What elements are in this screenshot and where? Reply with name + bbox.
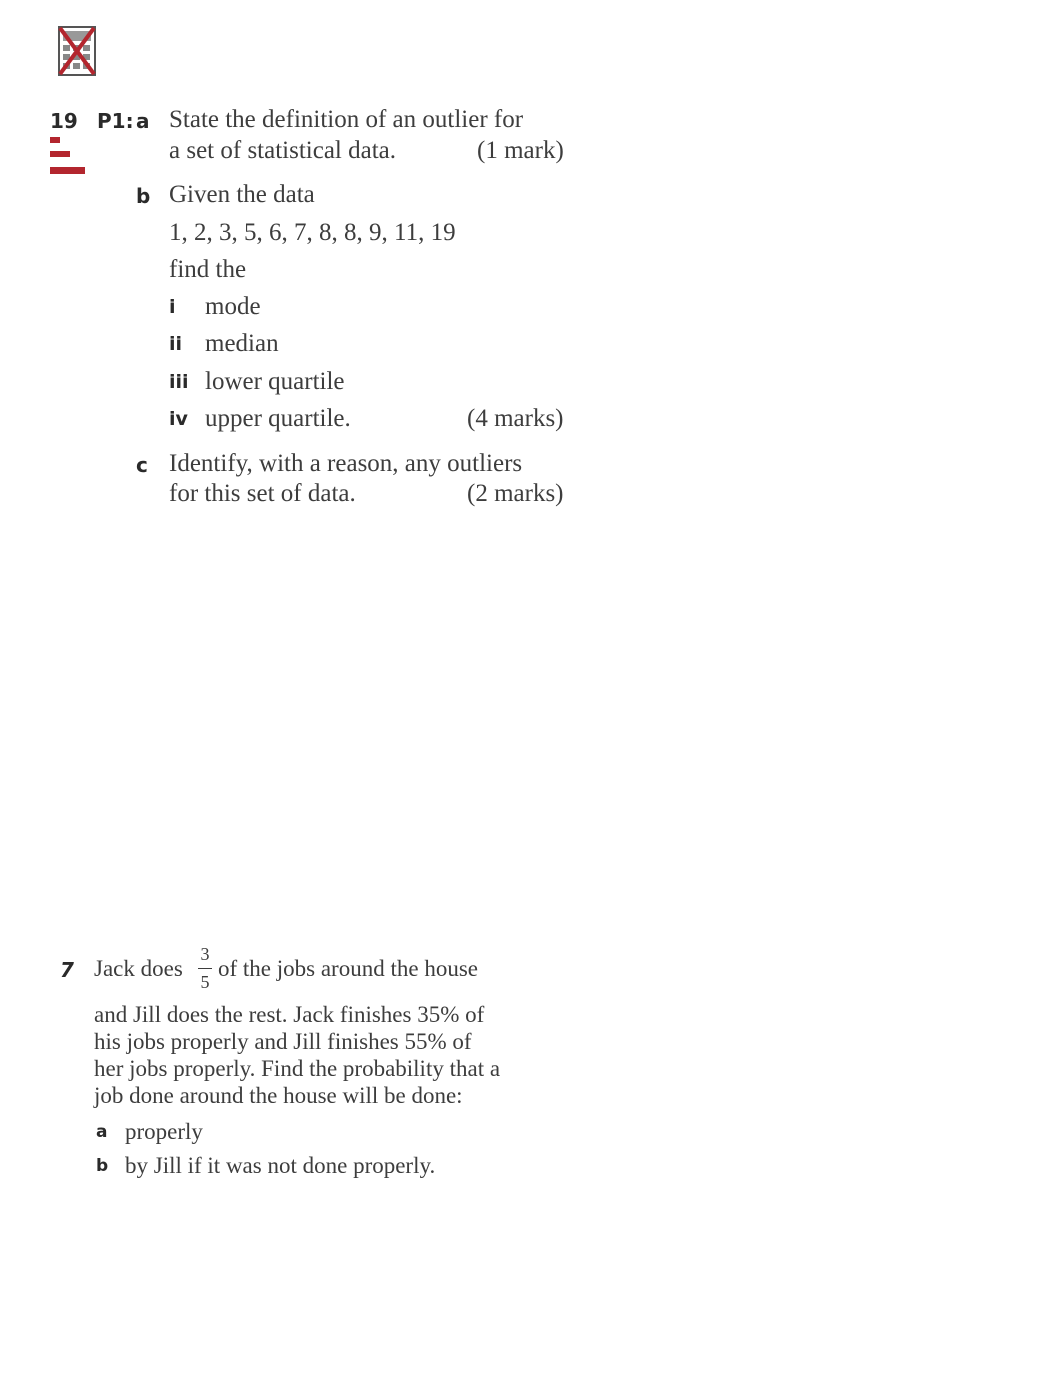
part-c-line1: Identify, with a reason, any outliers bbox=[169, 450, 523, 477]
no-calculator-icon bbox=[58, 26, 96, 76]
item-iv-text: upper quartile. bbox=[205, 405, 351, 432]
question7-number: 7 bbox=[60, 958, 74, 982]
question7-part-b-label: b bbox=[96, 1156, 109, 1176]
part-c-label: c bbox=[136, 453, 148, 477]
question7-intro-before: Jack does bbox=[94, 956, 183, 981]
part-b-line3: find the bbox=[169, 256, 247, 283]
part-c-marks: (2 marks) bbox=[467, 480, 564, 507]
part-a-line1: State the definition of an outlier for bbox=[169, 106, 524, 133]
item-ii-text: median bbox=[205, 330, 279, 357]
question7-part-a-text: properly bbox=[125, 1119, 203, 1144]
part-a-marks: (1 mark) bbox=[477, 137, 564, 164]
part-b-line1: Given the data bbox=[169, 181, 315, 208]
item-i-text: mode bbox=[205, 293, 261, 320]
item-ii-label: ii bbox=[169, 333, 183, 355]
question7-line2: his jobs properly and Jill finishes 55% of bbox=[94, 1029, 472, 1054]
question7-line1: and Jill does the rest. Jack finishes 35% of bbox=[94, 1002, 485, 1027]
question7-part-a-label: a bbox=[96, 1122, 108, 1142]
item-iv-label: iv bbox=[169, 408, 188, 430]
part-c-line2: for this set of data. bbox=[169, 480, 356, 507]
part-b-marks: (4 marks) bbox=[467, 405, 564, 432]
item-iii-label: iii bbox=[169, 371, 189, 393]
part-a-line2: a set of statistical data. bbox=[169, 137, 397, 164]
part-a-label: a bbox=[136, 109, 150, 133]
question-number: 19 bbox=[50, 109, 78, 133]
fraction-bar bbox=[198, 968, 212, 969]
fraction-numerator: 3 bbox=[200, 944, 210, 964]
question7-line3: her jobs properly. Find the probability that a bbox=[94, 1056, 501, 1081]
part-b-data: 1, 2, 3, 5, 6, 7, 8, 8, 9, 11, 19 bbox=[169, 219, 456, 246]
fraction-denominator: 5 bbox=[200, 972, 210, 992]
difficulty-bars-icon bbox=[50, 137, 86, 177]
question7-part-b-text: by Jill if it was not done properly. bbox=[125, 1153, 436, 1178]
question7-intro-after: of the jobs around the house bbox=[218, 956, 478, 981]
item-i-label: i bbox=[169, 296, 176, 318]
paper-label: P1: bbox=[97, 109, 134, 133]
item-iii-text: lower quartile bbox=[205, 368, 345, 395]
part-b-label: b bbox=[136, 184, 151, 208]
question7-line4: job done around the house will be done: bbox=[94, 1083, 463, 1108]
